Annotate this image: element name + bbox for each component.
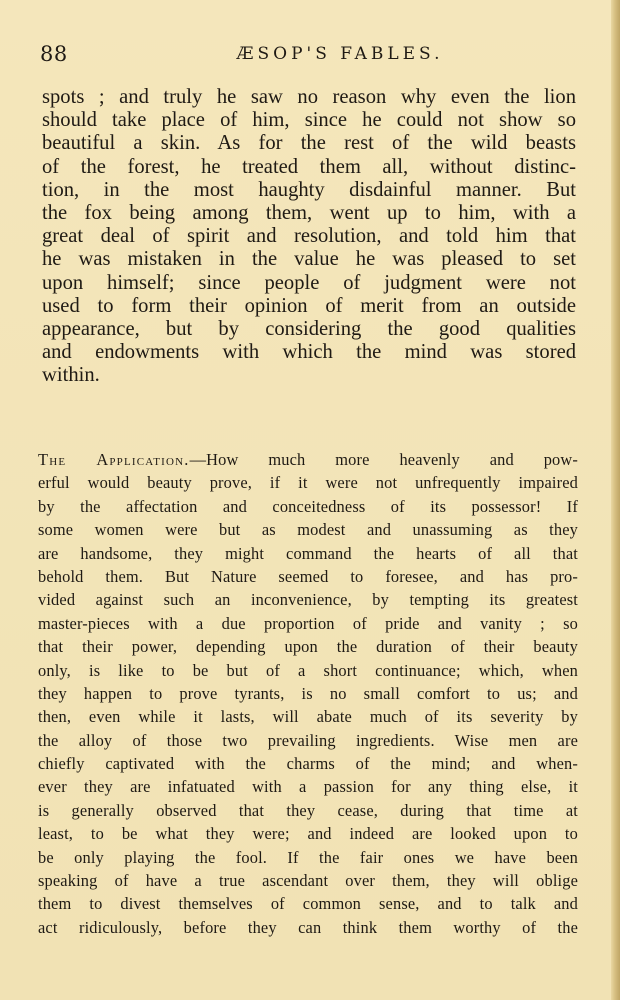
application-line: are handsome, they might command the hearts of all that [38,543,578,563]
application-line: then, even while it lasts, will abate much of its severity by [38,707,578,727]
text-line: appearance, but by considering the good qualities [42,317,576,340]
application-line: the alloy of those two prevailing ingredients. Wise men are [38,730,578,750]
text-line: used to form their opinion of merit from an outside [42,294,576,317]
application-line: master-pieces with a due proportion of pride and vanity ; so [38,613,578,633]
text-line: the fox being among them, went up to him, with a [42,201,576,224]
page-number: 88 [40,42,68,66]
page-header [40,40,580,70]
text-line: tion, in the most haughty disdainful manner. But [42,178,576,201]
text-line: should take place of him, since he could not show so [42,109,576,132]
application-line: chiefly captivated with the charms of the mind; and when- [38,754,578,774]
application-first-line-text: —How much more heavenly and pow- [189,450,579,469]
application-line: behold them. But Nature seemed to foresee, and has pro- [38,566,578,586]
application-line: least, to be what they were; and indeed are looked upon to [38,824,578,844]
application-line: ever they are infatuated with a passion for any thing else, it [38,777,578,797]
application-line: that their power, depending upon the duration of their beauty [38,637,578,657]
application-line: be only playing the fool. If the fair ones we have been [38,847,578,867]
application-section [38,448,578,939]
fable-text [42,86,576,387]
text-line: upon himself; since people of judgment were not [42,271,576,294]
application-line: speaking of have a true ascendant over them, they will oblige [38,871,578,891]
text-line: and endowments with which the mind was stored [42,341,576,364]
application-line: is generally observed that they cease, during that time at [38,800,578,820]
application-first-line [38,448,578,471]
application-line: vided against such an inconvenience, by tempting its greatest [38,590,578,610]
page-edge-shadow [611,0,620,1000]
application-line: them to divest themselves of common sense, and to talk and [38,894,578,914]
application-line: some women were but as modest and unassuming as they [38,520,578,540]
application-line: by the affectation and conceitedness of its possessor! If [38,496,578,516]
text-line: spots ; and truly he saw no reason why even the lion [42,86,576,108]
application-line: only, is like to be but of a short continuance; which, when [38,660,578,680]
application-line: they happen to prove tyrants, is no small comfort to us; and [38,683,578,703]
application-line: erful would beauty prove, if it were not unfrequently impaired [38,473,578,493]
text-line: of the forest, he treated them all, without distinc- [42,155,576,178]
text-line: within. [42,364,100,387]
running-head: ÆSOP'S FABLES. [236,44,444,64]
application-line: act ridiculously, before they can think them worthy of the [38,917,578,937]
text-line: he was mistaken in the value he was pleased to set [42,248,576,271]
text-line: beautiful a skin. As for the rest of the wild beasts [42,132,576,155]
application-heading: The Application. [38,450,190,469]
text-line: great deal of spirit and resolution, and told him that [42,225,576,248]
